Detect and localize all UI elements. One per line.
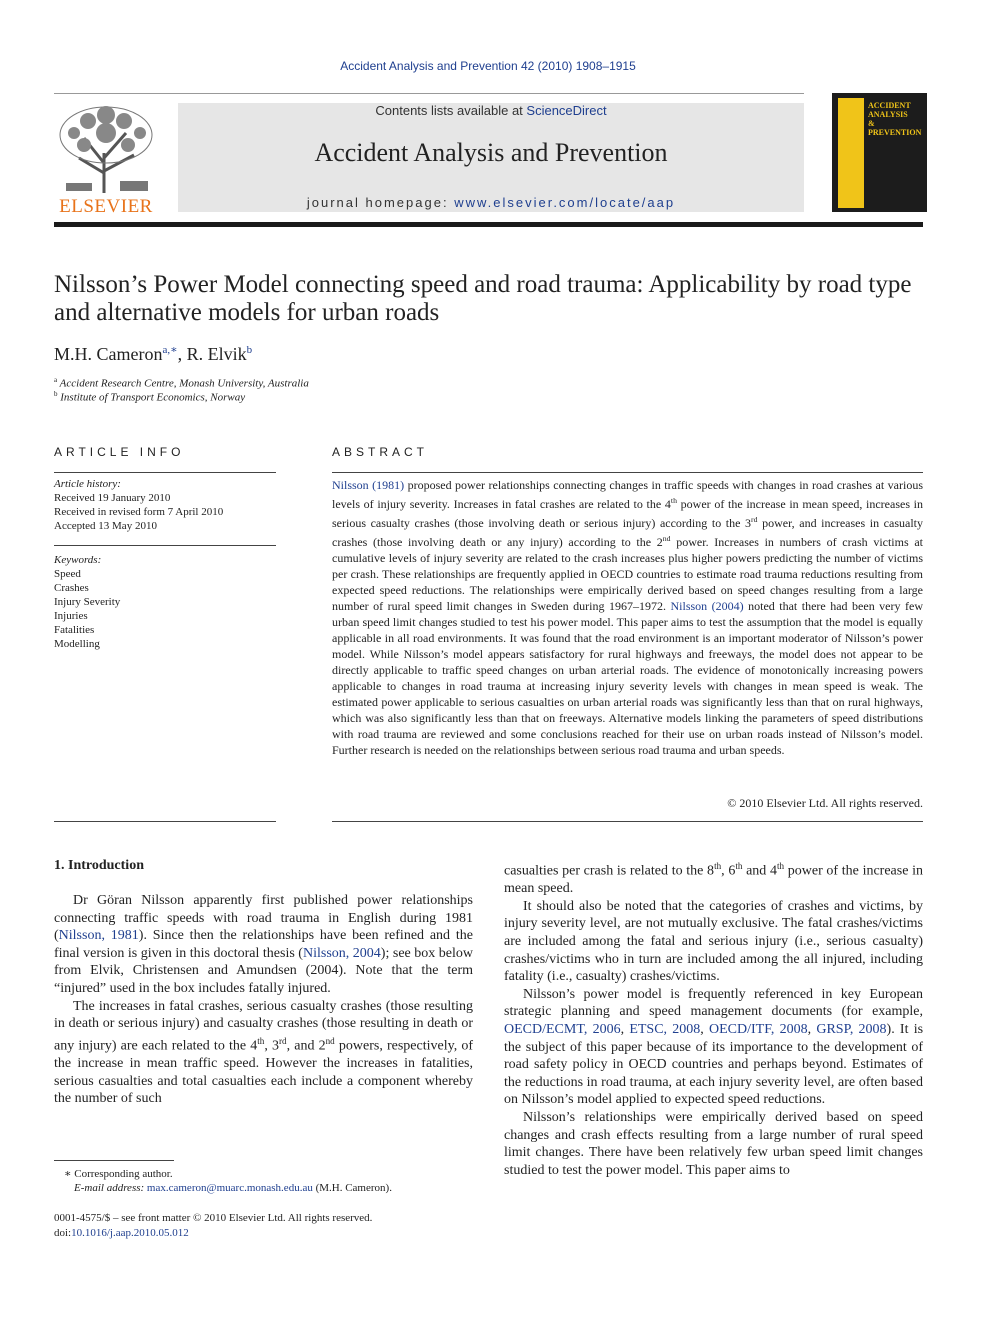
journal-title: Accident Analysis and Prevention	[314, 138, 668, 167]
author-name[interactable]: M.H. Cameron	[54, 344, 163, 364]
body-text: ). Since then the relationships have been refined and the final version is given in this doctoral thesis (	[54, 928, 473, 961]
doi-line	[54, 1227, 189, 1239]
footnote-marker: ∗	[64, 1168, 72, 1180]
body-text: ,	[620, 1022, 630, 1037]
history-accepted: Accepted 13 May 2010	[54, 520, 157, 532]
ordinal-suffix: th	[670, 496, 677, 505]
body-text: ). It is the subject of this paper because of its importance to the development of road safety policy in OECD countries and perhaps beyond. Estimates of the reductions in road trauma, at each injury severity level, are often based on Nilsson’s model applied to expected speed reductions.	[504, 1022, 924, 1108]
citation-link[interactable]: OECD/ITF, 2008	[709, 1022, 808, 1037]
keyword: Modelling	[54, 638, 100, 650]
email-suffix: (M.H. Cameron).	[312, 1182, 392, 1194]
affiliation-b	[54, 390, 245, 404]
body-text: , and 2	[286, 1038, 326, 1054]
ordinal-suffix: th	[714, 861, 722, 871]
body-text: ,	[700, 1022, 709, 1037]
body-text: Dr Göran Nilsson apparently first published power relationships connecting traffic speeds with road trauma in English during 1981 (	[54, 893, 473, 944]
abstract-text: power of the increase in mean speed, increases in serious casualty crashes (those involving death or serious injury) according to the 3	[332, 497, 923, 530]
citation-link[interactable]: GRSP, 2008	[816, 1022, 887, 1037]
affiliation-a	[54, 376, 309, 390]
abstract-body	[332, 477, 923, 758]
author-affiliation-marker[interactable]: b	[246, 344, 253, 356]
ordinal-suffix: rd	[279, 1035, 287, 1046]
abstract-heading: ABSTRACT	[332, 445, 429, 459]
sciencedirect-link[interactable]: ScienceDirect	[526, 103, 607, 118]
email-label: E-mail address:	[74, 1182, 147, 1194]
contents-line	[178, 103, 804, 118]
email-note	[74, 1182, 392, 1194]
homepage-link[interactable]: www.elsevier.com/locate/aap	[454, 195, 676, 210]
body-text: ); see box below from Elvik, Christensen and Amundsen (2004). Note that the term “injured” used in the box includes fatally injured.	[54, 945, 473, 996]
abstract-text: noted that there had been very few urban speed limit changes studied to test his power model. This paper aims to test the assumption that the model is equally applicable in all road environments. It was found that the road environment is an important moderator of Nilsson’s power model. While Nilsson’s model appears satisfactory for rural highways and freeways, the model does not appear to be directly applicable to traffic speed changes on urban arterial roads. The evidence of monotonically increasing powers applicable to changes in road trauma at increasing injury severity levels with changes in mean speed is weak. The estimated power applicable to serious casualties on urban arterial roads was significantly less than that on rural highways, which was also significantly less than that on freeways. Alternative models linking the parameters of speed distributions with road trauma are reviewed and some conclusions reached for their use on urban roads instead of Nilsson’s model. Further research is needed on the relationships between serious road trauma and urban speeds.	[332, 599, 923, 757]
footnote-rule	[54, 1160, 174, 1161]
cover-yellow-strip	[838, 98, 864, 208]
abstract-text: power, and increases in casualty crashes (those involving death or any injury) according to the 2	[332, 516, 923, 549]
keywords-label: Keywords:	[54, 554, 102, 566]
cover-title-line: ANALYSIS	[868, 110, 908, 119]
body-text: power of the increase in mean speed.	[504, 863, 924, 897]
affiliation-marker: b	[54, 390, 58, 398]
paragraph: Nilsson’s relationships were empirically derived based on speed changes and crash effects resulting from a large number of rural speed limit changes. There have been relatively few urban speed limit changes studied to test the power model. This paper aims to	[504, 1109, 923, 1178]
body-text: Nilsson’s power model is frequently referenced in key European strategic planning and speed management documents (for example,	[504, 986, 923, 1020]
corresponding-author-note	[64, 1167, 173, 1180]
body-text: The increases in fatal crashes, serious casualty crashes (those resulting in death or serious injury) and casualty crashes (those resulting in death or any injury) are each related to the 4	[54, 998, 473, 1054]
author-separator: ,	[177, 344, 187, 364]
footnote-text: Corresponding author.	[71, 1168, 173, 1180]
paragraph: It should also be noted that the categories of crashes and victims, by injury severity level, are not mutually exclusive. The fatal crashes/victims are included among the fatal and serious injury (i.e., serious casualty) crashes/victims who in turn are included among the all injured, including fatality (i.e., casualty) crashes/victims.	[504, 898, 923, 985]
abstract-text: power. Increases in numbers of crash victims at cumulative levels of injury severity are related to the crash increases plus higher powers predicting the number of victims per crash. These relationships are frequently applied in OECD countries to estimate road trauma reductions resulting from expected speed reductions. The relationships were empirically derived based on speed changes resulting from a large number of rural speed limit changes in Sweden during 1967–1972.	[332, 535, 923, 613]
cover-title-line: &	[868, 119, 875, 128]
keyword: Crashes	[54, 582, 89, 594]
journal-homepage	[178, 195, 804, 210]
paragraph	[504, 986, 923, 1109]
author-list	[54, 343, 252, 365]
doi-link[interactable]: 10.1016/j.aap.2010.05.012	[71, 1227, 189, 1239]
body-text: , 6	[721, 863, 736, 879]
history-label: Article history:	[54, 478, 121, 490]
keywords	[54, 553, 276, 651]
affiliation-marker: a	[54, 376, 58, 384]
article-info-heading: ARTICLE INFO	[54, 445, 185, 459]
ordinal-suffix: th	[735, 861, 743, 871]
body-text: and 4	[742, 863, 777, 879]
article-info-rule	[54, 545, 276, 546]
article-title: Nilsson’s Power Model connecting speed and road trauma: Applicability by road type and alternative models for urban roads	[54, 271, 912, 326]
header-divider	[54, 222, 923, 227]
ordinal-suffix: rd	[751, 515, 758, 524]
contents-prefix: Contents lists available at	[375, 103, 527, 118]
author-name[interactable]: R. Elvik	[186, 344, 247, 364]
history-revised: Received in revised form 7 April 2010	[54, 506, 224, 518]
citation-link[interactable]: Nilsson, 2004	[302, 945, 381, 961]
body-text: casualties per crash is related to the 8	[504, 863, 715, 879]
citation-link[interactable]: OECD/ECMT, 2006	[504, 1022, 621, 1037]
publisher-name: ELSEVIER	[59, 196, 153, 217]
citation-link[interactable]: Nilsson (1981)	[332, 478, 405, 492]
article-info-bottom-rule	[54, 821, 276, 822]
journal-cover-image	[832, 93, 927, 212]
paragraph	[54, 892, 473, 998]
issn-line: 0001-4575/$ – see front matter © 2010 Elsevier Ltd. All rights reserved.	[54, 1212, 373, 1224]
paragraph	[54, 998, 473, 1108]
affiliation-text: Accident Research Centre, Monash University, Australia	[59, 377, 309, 390]
ordinal-suffix: nd	[325, 1035, 335, 1046]
citation-link[interactable]: Nilsson, 1981	[58, 928, 139, 944]
doi-label: doi:	[54, 1227, 72, 1239]
keyword: Injuries	[54, 610, 88, 622]
email-link[interactable]: max.cameron@muarc.monash.edu.au	[146, 1182, 313, 1194]
ordinal-suffix: th	[777, 861, 785, 871]
body-text: ,	[807, 1022, 817, 1037]
affiliation-text: Institute of Transport Economics, Norway	[60, 391, 246, 404]
history-received: Received 19 January 2010	[54, 492, 171, 504]
article-info-rule	[54, 472, 276, 473]
paragraph	[504, 858, 923, 898]
keyword: Speed	[54, 568, 81, 580]
abstract-rule	[332, 472, 923, 473]
cover-title-line: PREVENTION	[868, 128, 922, 137]
header-top-rule	[54, 93, 804, 94]
homepage-prefix: journal homepage:	[306, 195, 455, 210]
cover-title	[868, 101, 921, 137]
keyword: Fatalities	[54, 624, 95, 636]
citation-link[interactable]: ETSC, 2008	[629, 1022, 701, 1037]
citation-link[interactable]: Nilsson (2004)	[670, 599, 744, 613]
body-right-column	[504, 858, 923, 1179]
copyright-notice: © 2010 Elsevier Ltd. All rights reserved.	[727, 796, 923, 810]
body-text: powers, respectively, of the increase in mean traffic speed. However the increases in fatalities, serious casualties and total casualties each include a component whereby the number of such	[54, 1038, 474, 1107]
cover-title-line: ACCIDENT	[868, 101, 911, 110]
body-text: , 3	[264, 1038, 279, 1054]
article-history	[54, 477, 276, 533]
ordinal-suffix: th	[257, 1035, 265, 1046]
author-affiliation-marker[interactable]: a,∗	[162, 344, 178, 356]
abstract-text: proposed power relationships connecting changes in traffic speeds with changes in road crashes at various levels of injury severity. Increases in fatal crashes are related to the 4	[332, 478, 923, 511]
journal-citation[interactable]: Accident Analysis and Prevention 42 (2010) 1908–1915	[340, 59, 636, 73]
keyword: Injury Severity	[54, 596, 121, 608]
abstract-bottom-rule	[332, 821, 923, 822]
ordinal-suffix: nd	[662, 534, 671, 543]
body-left-column	[54, 892, 473, 1108]
section-heading-introduction: 1. Introduction	[54, 858, 144, 873]
